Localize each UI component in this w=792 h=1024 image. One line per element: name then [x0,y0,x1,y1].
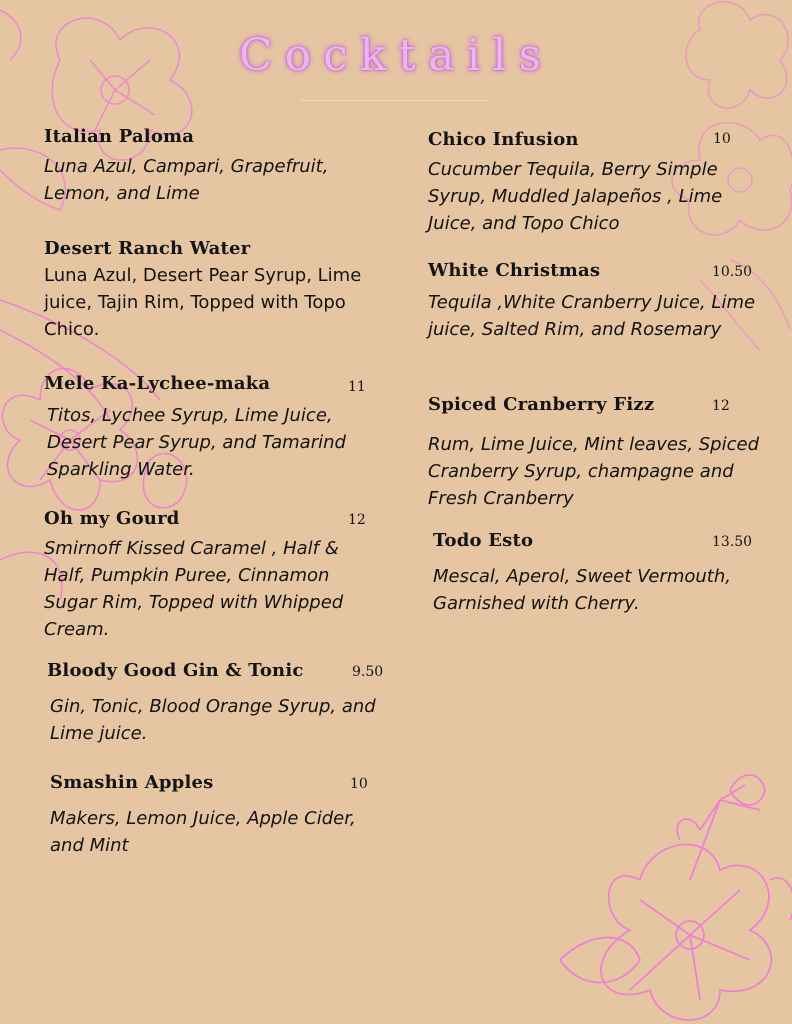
menu-item [433,530,773,617]
title-divider [300,100,490,101]
menu-item-name: Spiced Cranberry Fizz [428,394,655,415]
menu-item [44,238,384,343]
menu-item-price: 10 [350,776,368,792]
menu-item [428,129,768,237]
menu-item-name: Italian Paloma [44,126,195,147]
menu-item-name: Desert Ranch Water [44,238,251,259]
menu-item-description: Rum, Lime Juice, Mint leaves, Spiced Cranberry Syrup, champagne and Fresh Cranberry [428,434,760,509]
menu-item-name: Oh my Gourd [44,508,180,529]
menu-item-price: 11 [348,379,366,395]
menu-title: Cocktails [238,30,554,81]
menu-item-description: Luna Azul, Campari, Grapefruit, Lemon, and Lime [44,156,329,204]
menu-item [428,260,768,343]
menu-item-description: Makers, Lemon Juice, Apple Cider, and Mint [50,808,356,856]
menu-item-name: Chico Infusion [428,129,579,150]
menu-item [428,394,768,512]
menu-item-description: Luna Azul, Desert Pear Syrup, Lime juice, Tajin Rim, Topped with Topo Chico. [44,265,362,340]
menu-item-name: Mele Ka-Lychee-maka [44,373,271,394]
menu-item [50,772,390,859]
menu-item-price: 12 [348,512,366,528]
menu-item-price: 9.50 [352,664,384,680]
menu-item-price: 10.50 [712,264,753,280]
menu-item-description: Gin, Tonic, Blood Orange Syrup, and Lime juice. [50,696,376,744]
menu-item-price: 10 [713,131,731,147]
menu-item-description: Cucumber Tequila, Berry Simple Syrup, Muddled Jalapeños , Lime Juice, and Topo Chico [428,159,723,234]
menu-item [44,373,384,483]
menu-item-name: White Christmas [428,260,601,281]
menu-item-description: Smirnoff Kissed Caramel , Half & Half, Pumpkin Puree, Cinnamon Sugar Rim, Topped with Whipped Cream. [44,538,344,640]
menu-item-description: Mescal, Aperol, Sweet Vermouth, Garnished with Cherry. [433,566,731,614]
menu-item-price: 12 [712,398,730,414]
menu-item [44,508,384,643]
menu-item-price: 13.50 [712,534,753,550]
menu-item [47,660,387,747]
menu-item-name: Bloody Good Gin & Tonic [47,660,304,681]
menu-item [44,126,384,207]
menu-item-name: Todo Esto [433,530,534,551]
menu-item-name: Smashin Apples [50,772,214,793]
menu-item-description: Titos, Lychee Syrup, Lime Juice, Desert Pear Syrup, and Tamarind Sparkling Water. [47,405,346,480]
menu-item-description: Tequila ,White Cranberry Juice, Lime juice, Salted Rim, and Rosemary [428,292,756,340]
